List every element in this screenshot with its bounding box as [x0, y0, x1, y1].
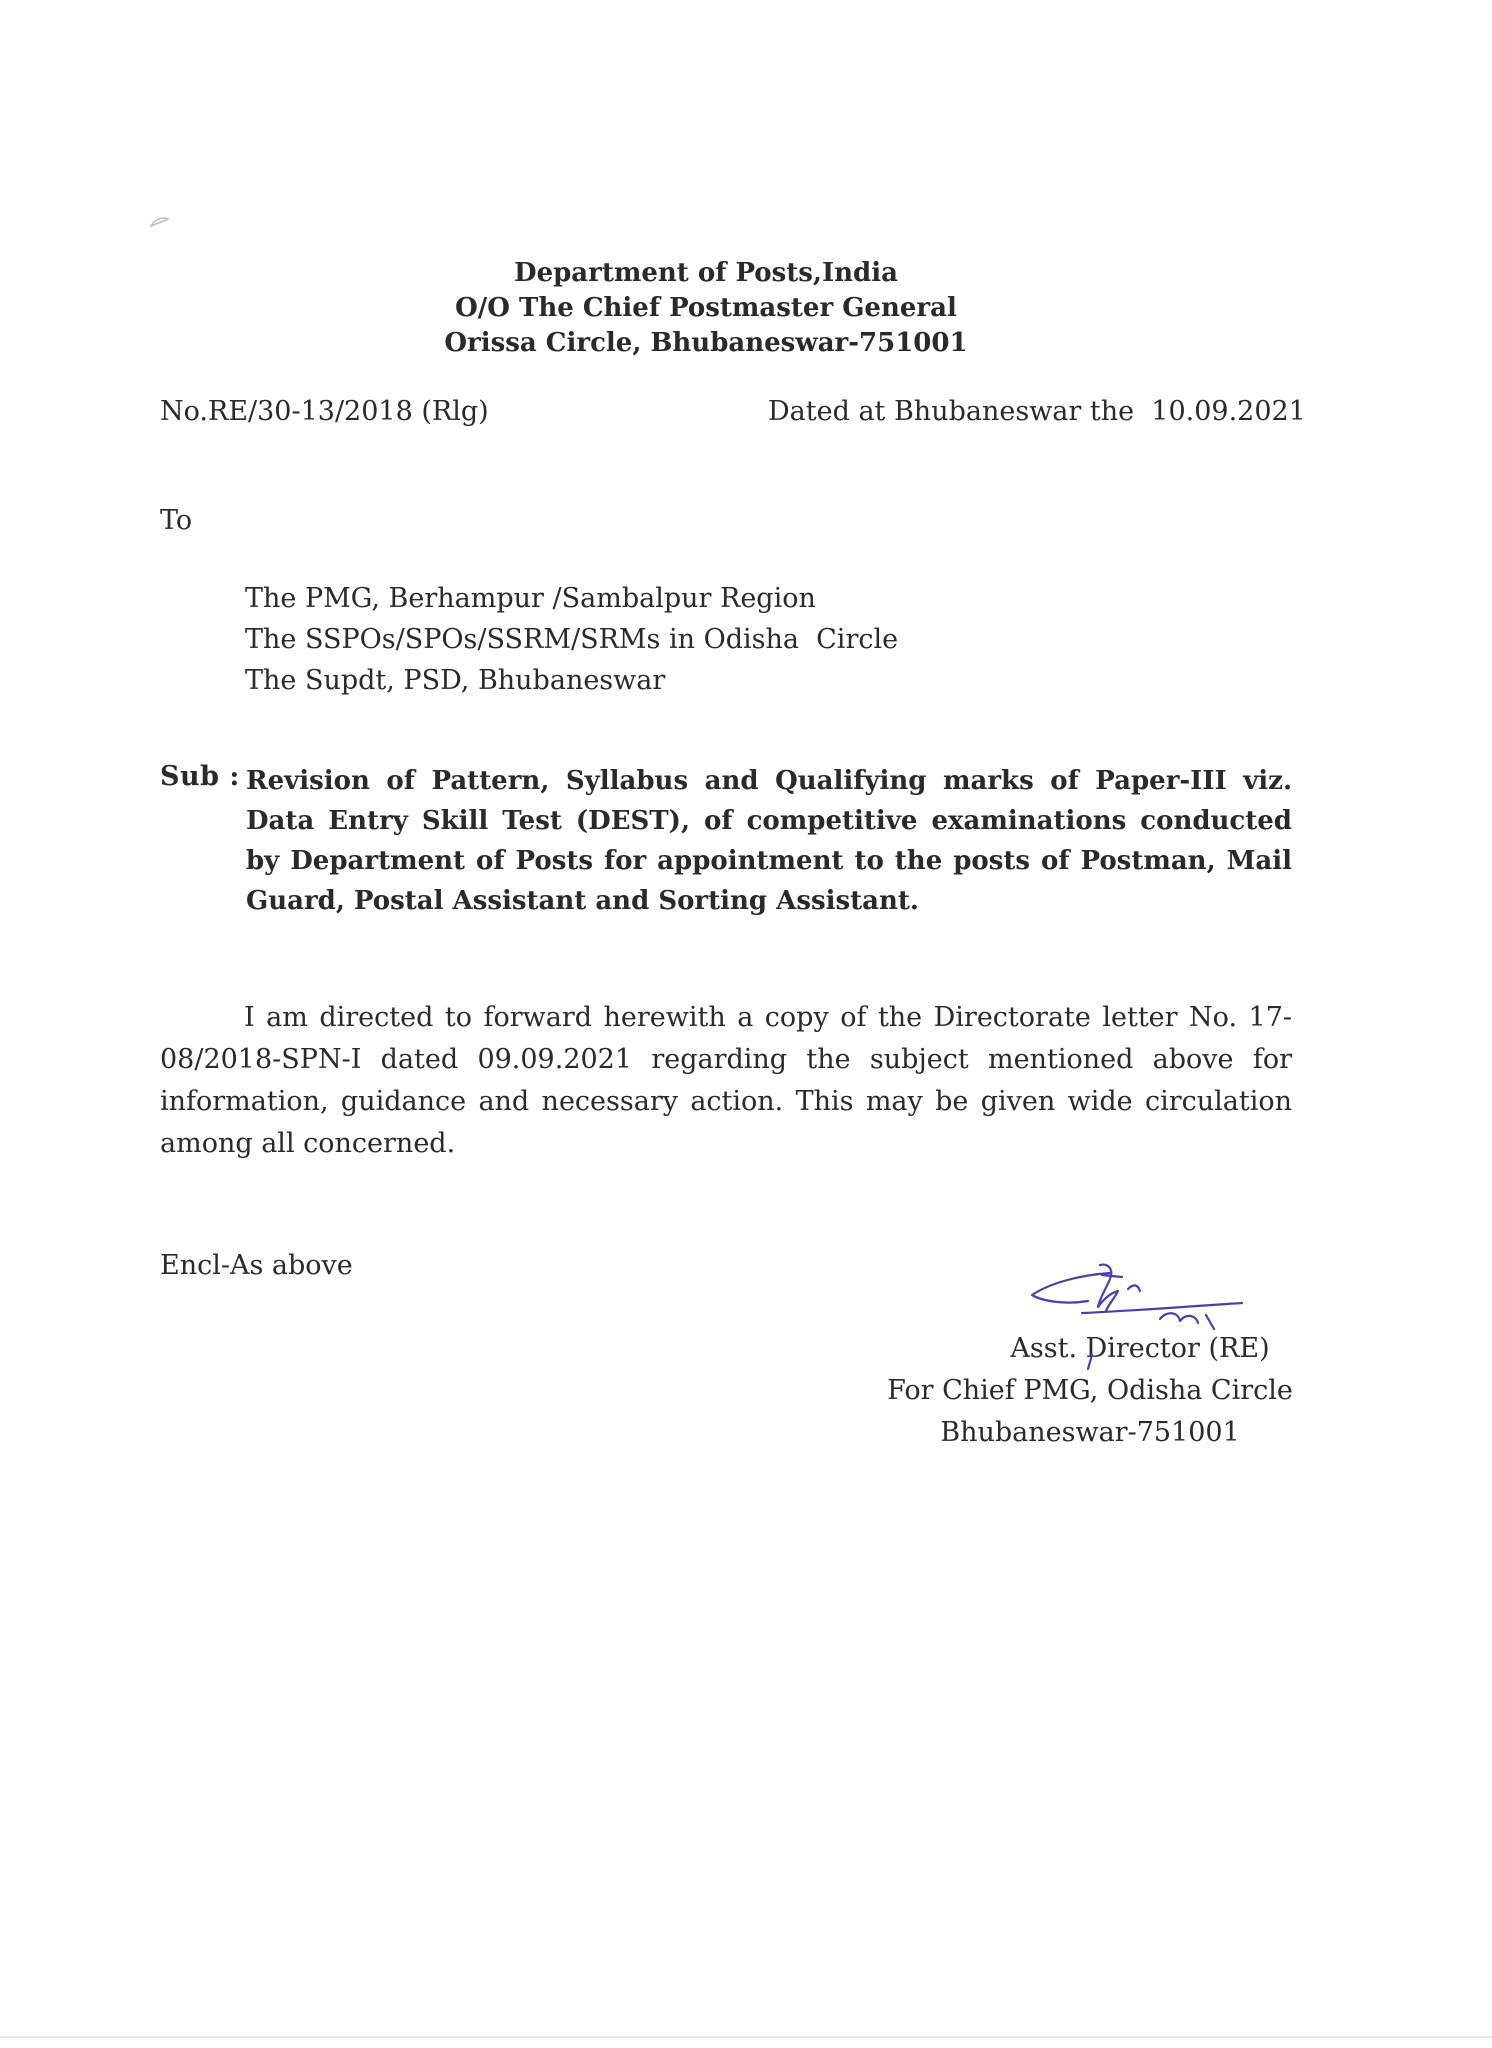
to-label: To — [160, 505, 193, 536]
page-bottom-edge — [0, 2036, 1492, 2038]
letterhead-department: Department of Posts,India — [514, 258, 898, 288]
scan-mark-icon — [148, 212, 172, 230]
letterhead-address: Orissa Circle, Bhubaneswar-751001 — [444, 328, 968, 358]
enclosure-note: Encl-As above — [160, 1250, 353, 1281]
recipient-line: The Supdt, PSD, Bhubaneswar — [245, 665, 666, 696]
dated-line: Dated at Bhubaneswar the 10.09.2021 — [768, 396, 1306, 427]
letterhead — [0, 256, 1412, 361]
reference-number: No.RE/30-13/2018 (Rlg) — [160, 396, 489, 427]
recipient-list — [245, 578, 898, 701]
subject-label: Sub : — [160, 761, 240, 792]
signatory-for-line: For Chief PMG, Odisha Circle — [887, 1375, 1293, 1406]
letterhead-office: O/O The Chief Postmaster General — [455, 293, 957, 323]
signatory-designation: Asst. Director (RE) — [1010, 1333, 1270, 1364]
body-paragraph: I am directed to forward herewith a copy of the Directorate letter No. 17-08/2018-SPN-I dated 09.09.2021 regarding the subject mentioned above for information, guidance and necessary action. This may be given wide circulation among all concerned. — [160, 1002, 1292, 1159]
recipient-line: The PMG, Berhampur /Sambalpur Region — [245, 583, 816, 614]
subject-text: Revision of Pattern, Syllabus and Qualifying marks of Paper-III viz. Data Entry Skill Test (DEST), of competitive examinations conducted by Department of Posts for appointment to the posts of Postman, Mail Guard, Postal Assistant and Sorting Assistant. — [246, 766, 1292, 916]
recipient-line: The SSPOs/SPOs/SSRM/SRMs in Odisha Circle — [245, 624, 899, 655]
signatory-location: Bhubaneswar-751001 — [940, 1417, 1240, 1448]
handwritten-signature — [1010, 1255, 1250, 1375]
